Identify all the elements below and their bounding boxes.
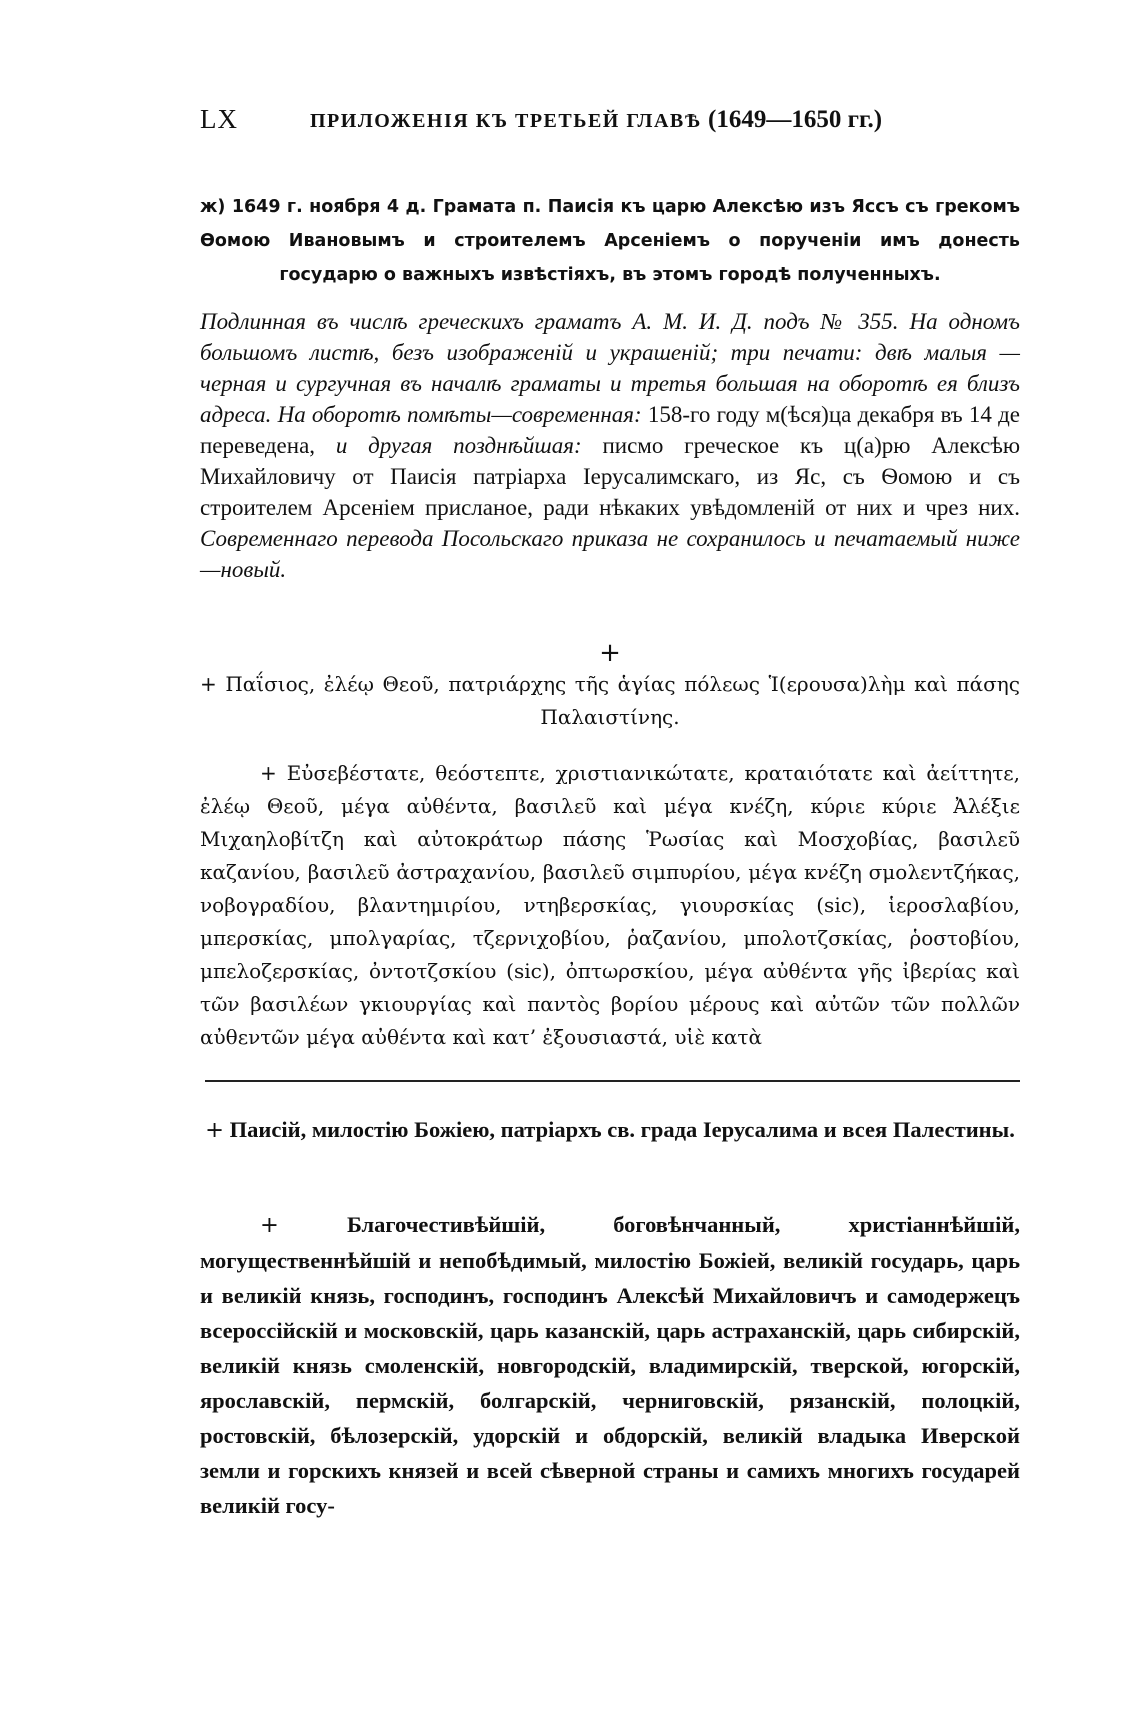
running-title	[310, 106, 882, 134]
page-number: LX	[200, 104, 238, 134]
note-roman-1: 158-го году м(ѣся)ца декабря въ 14 де переведена,	[200, 402, 1021, 458]
russian-body-text: Благочестивѣйшій, боговѣнчанный, христіаннѣйшій, могущественнѣйшій и непобѣдимый, милостію Божіей, великій государь, царь и великій князь, господинъ, господинъ Алексѣй Михайловичъ и самодержецъ всероссійскій и московскій, царь казанскій, царь астраханскій, царь сибирскій, великій князь смоленскій, новгородскій, владимирскій, тверской, югорскій, ярославскій, пермскій, болгарскій, черниговскій, рязанскій, полоцкій, ростовскій, бѣлозерскій, удорскій и обдорскій, великій владыка Иверской земли и горскихъ князей и всей сѣверной страны и самихъ многихъ государей великій госу-	[200, 1212, 1020, 1518]
russian-title-text: Паисій, милостію Божіею, патріархъ св. града Іерусалима и всея Палестины.	[229, 1117, 1015, 1142]
note-italic-2: и другая позднѣйшая:	[335, 433, 582, 458]
running-title-years: (1649—1650 гг.)	[708, 106, 883, 133]
greek-title-text: Παΐσιος, ἐλέῳ Θεοῦ, πατριάρχης τῆς ἁγίας πόλεως Ἱ(ερουσα)λὴμ καὶ πάσης Παλαιστίνης.	[225, 672, 1020, 729]
source-note	[200, 306, 1020, 585]
note-roman-2: писмо греческое къ ц(а)рю Алексѣю Михайловичу от Паисія патріарха Іерусалимскаго, из Яс, съ Ѳомою и съ строителем Арсеніем присланое, ради нѣкаких увѣдомленій от них и чрез них.	[200, 433, 1021, 520]
cross-divider	[200, 640, 1020, 666]
running-title-text: ПРИЛОЖЕНІЯ КЪ ТРЕТЬЕЙ ГЛАВѢ	[310, 110, 702, 132]
greek-body-text: Εὐσεβέστατε, θεόστεπτε, χριστιανικώτατε, κραταιότατε καὶ ἀείττητε, ἐλέῳ Θεοῦ, μέγα αὐθέντα, βασιλεῦ καὶ μέγα κνέζη, κύριε κύριε Ἀλέξιε Μιχαηλοβίτζη καὶ αὐτοκράτωρ πάσης Ῥωσίας καὶ Μοσχοβίας, βασιλεῦ καζανίου, βασιλεῦ ἀστραχανίου, βασιλεῦ σιμπυρίου, μέγα κνέζη σμολεντζήκας, νοβογραδίου, βλαντημιρίου, ντηβερσκίας, γιουρσκίας (sic), ἱεροσλαβίου, μπερσκίας, μπολγαρίας, τζερνιχοβίου, ῥαζανίου, μπολοτζσκίας, ῥοστοβίου, μπελοζερσκίας, ὀντοτζσκίου (sic), ὀπτωρσκίου, μέγα αὐθέντα γῆς ἰβερίας καὶ τῶν βασιλέων γκιουργίας καὶ παντὸς βορίου μέρους καὶ αὐτῶν τῶν πολλῶν αὐθεντῶν μέγα αὐθέντα καὶ κατ’ ἐξουσιαστά, υἱὲ κατὰ	[200, 761, 1021, 1049]
document-heading: ж) 1649 г. ноября 4 д. Грамата п. Паисія къ царю Алексѣю изъ Яссъ съ грекомъ Ѳомою Ивановымъ и строителемъ Арсеніемъ о порученіи имъ донесть государю о важныхъ извѣстіяхъ, въ этомъ городѣ полученныхъ.	[200, 197, 1020, 285]
cross-icon: +	[260, 761, 277, 785]
cross-icon: +	[599, 638, 621, 668]
russian-title	[200, 1112, 1020, 1148]
cross-icon: +	[205, 1117, 225, 1143]
cross-icon: +	[200, 672, 217, 696]
cross-icon: +	[260, 1212, 279, 1238]
note-italic-1: Подлинная въ числѣ греческихъ граматъ А. М. И. Д. подъ № 355. На одномъ большомъ листѣ, безъ изображеній и украшеній; три печати: двѣ малыя — черная и сургучная въ началѣ граматы и третья большая на оборотѣ ея близъ адреса. На оборотѣ помѣты—современная:	[200, 309, 1020, 427]
greek-title	[200, 668, 1020, 734]
greek-body	[200, 757, 1020, 1054]
note-italic-3: Современнаго перевода Посольскаго приказа не сохранилось и печатаемый ниже—новый.	[200, 526, 1020, 582]
section-divider	[205, 1080, 1020, 1082]
running-header	[200, 100, 1020, 140]
russian-body	[200, 1207, 1020, 1523]
